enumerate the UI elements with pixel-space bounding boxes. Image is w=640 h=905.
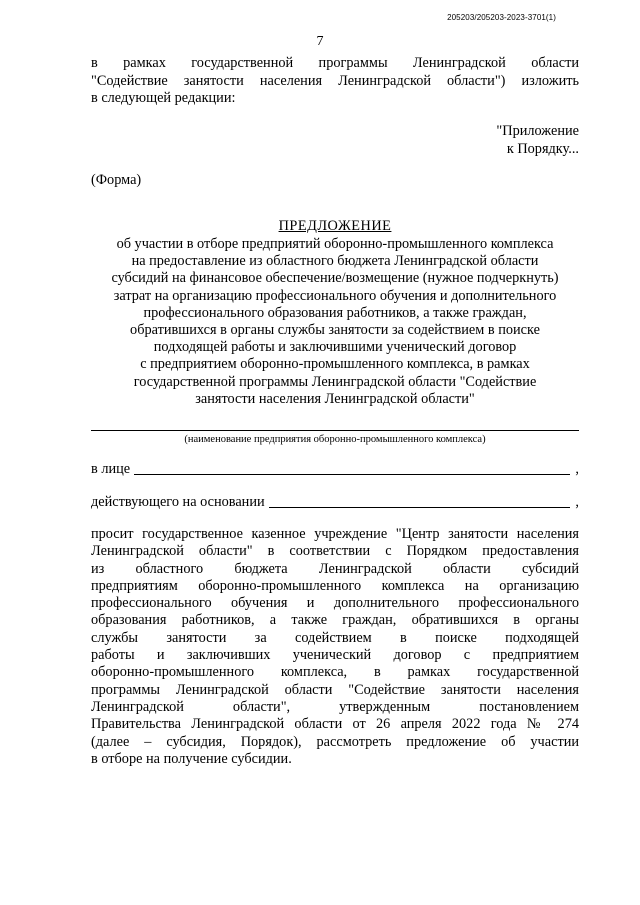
intro-paragraph xyxy=(91,55,579,108)
in-person-field[interactable] xyxy=(91,460,579,478)
enterprise-caption: (наименование предприятия оборонно-промышленного комплекса) xyxy=(184,434,486,445)
intro-line: в следующей редакции: xyxy=(91,90,236,107)
document-title xyxy=(91,218,579,236)
body-line: в отборе на получение субсидии. xyxy=(91,750,292,767)
body-line: образования работников, а также граждан, обратившихся в органы xyxy=(91,612,579,629)
appendix-line: "Приложение xyxy=(496,123,579,139)
subtitle-line: субсидий на финансовое обеспечение/возмещение (нужное подчеркнуть) xyxy=(111,270,559,287)
body-line: оборонно-промышленного комплекса, в рамках государственной xyxy=(91,664,579,681)
body-line: работы и заключивших ученический договор с предприятием xyxy=(91,647,579,664)
subtitle-line: государственной программы Ленинградской области "Содействие xyxy=(133,373,537,390)
basis-label: действующего на основании xyxy=(91,494,265,510)
document-id: 205203/205203-2023-3701(1) xyxy=(447,13,556,22)
enterprise-name-line[interactable] xyxy=(91,430,579,431)
body-line: Ленинградской области", утвержденным постановлением xyxy=(91,698,579,715)
body-paragraph xyxy=(91,526,579,768)
body-line: профессионального обучения и дополнительного профессионального xyxy=(91,595,579,612)
appendix-line: к Порядку... xyxy=(506,140,579,157)
in-person-blank[interactable] xyxy=(134,461,570,475)
subtitle-line: подходящей работы и заключившими ученический договор xyxy=(153,339,517,356)
intro-line: "Содействие занятости населения Ленинградской области") изложить xyxy=(91,72,579,89)
basis-field[interactable] xyxy=(91,493,579,511)
title-text: ПРЕДЛОЖЕНИЕ xyxy=(278,218,392,234)
form-label: (Форма) xyxy=(91,172,142,188)
subtitle-line: обратившихся в органы службы занятости за содействием в поиске xyxy=(130,322,540,339)
body-line: Правительства Ленинградской области от 26 апреля 2022 года № 274 xyxy=(91,716,579,733)
title-subtitle xyxy=(91,236,579,408)
body-line: предприятиям оборонно-промышленного комплекса на организацию xyxy=(91,577,579,594)
body-line: программы Ленинградской области "Содействие занятости населения xyxy=(91,681,579,698)
body-line: просит государственное казенное учреждение "Центр занятости населения xyxy=(91,526,579,542)
page-number: 7 xyxy=(316,34,324,49)
appendix-reference xyxy=(91,123,579,158)
intro-line: в рамках государственной программы Ленинградской области xyxy=(91,55,579,71)
basis-comma: , xyxy=(575,494,579,510)
subtitle-line: профессионального образования работников, а также граждан, xyxy=(143,304,527,321)
body-line: (далее – субсидия, Порядок), рассмотреть предложение об участии xyxy=(91,733,579,750)
subtitle-line: об участии в отборе предприятий оборонно-промышленного комплекса xyxy=(116,236,554,252)
body-line: Ленинградской области" в соответствии с Порядком предоставления xyxy=(91,543,579,560)
in-person-comma: , xyxy=(575,461,579,477)
subtitle-line: занятости населения Ленинградской области" xyxy=(195,390,475,407)
subtitle-line: затрат на организацию профессионального обучения и дополнительного xyxy=(113,287,557,304)
basis-blank[interactable] xyxy=(269,494,571,508)
in-person-label: в лице xyxy=(91,461,131,477)
body-line: службы занятости за содействием в поиске подходящей xyxy=(91,629,579,646)
body-line: из областного бюджета Ленинградской области субсидий xyxy=(91,560,579,577)
subtitle-line: с предприятием оборонно-промышленного комплекса, в рамках xyxy=(140,356,530,373)
subtitle-line: на предоставление из областного бюджета Ленинградской области xyxy=(131,253,539,270)
